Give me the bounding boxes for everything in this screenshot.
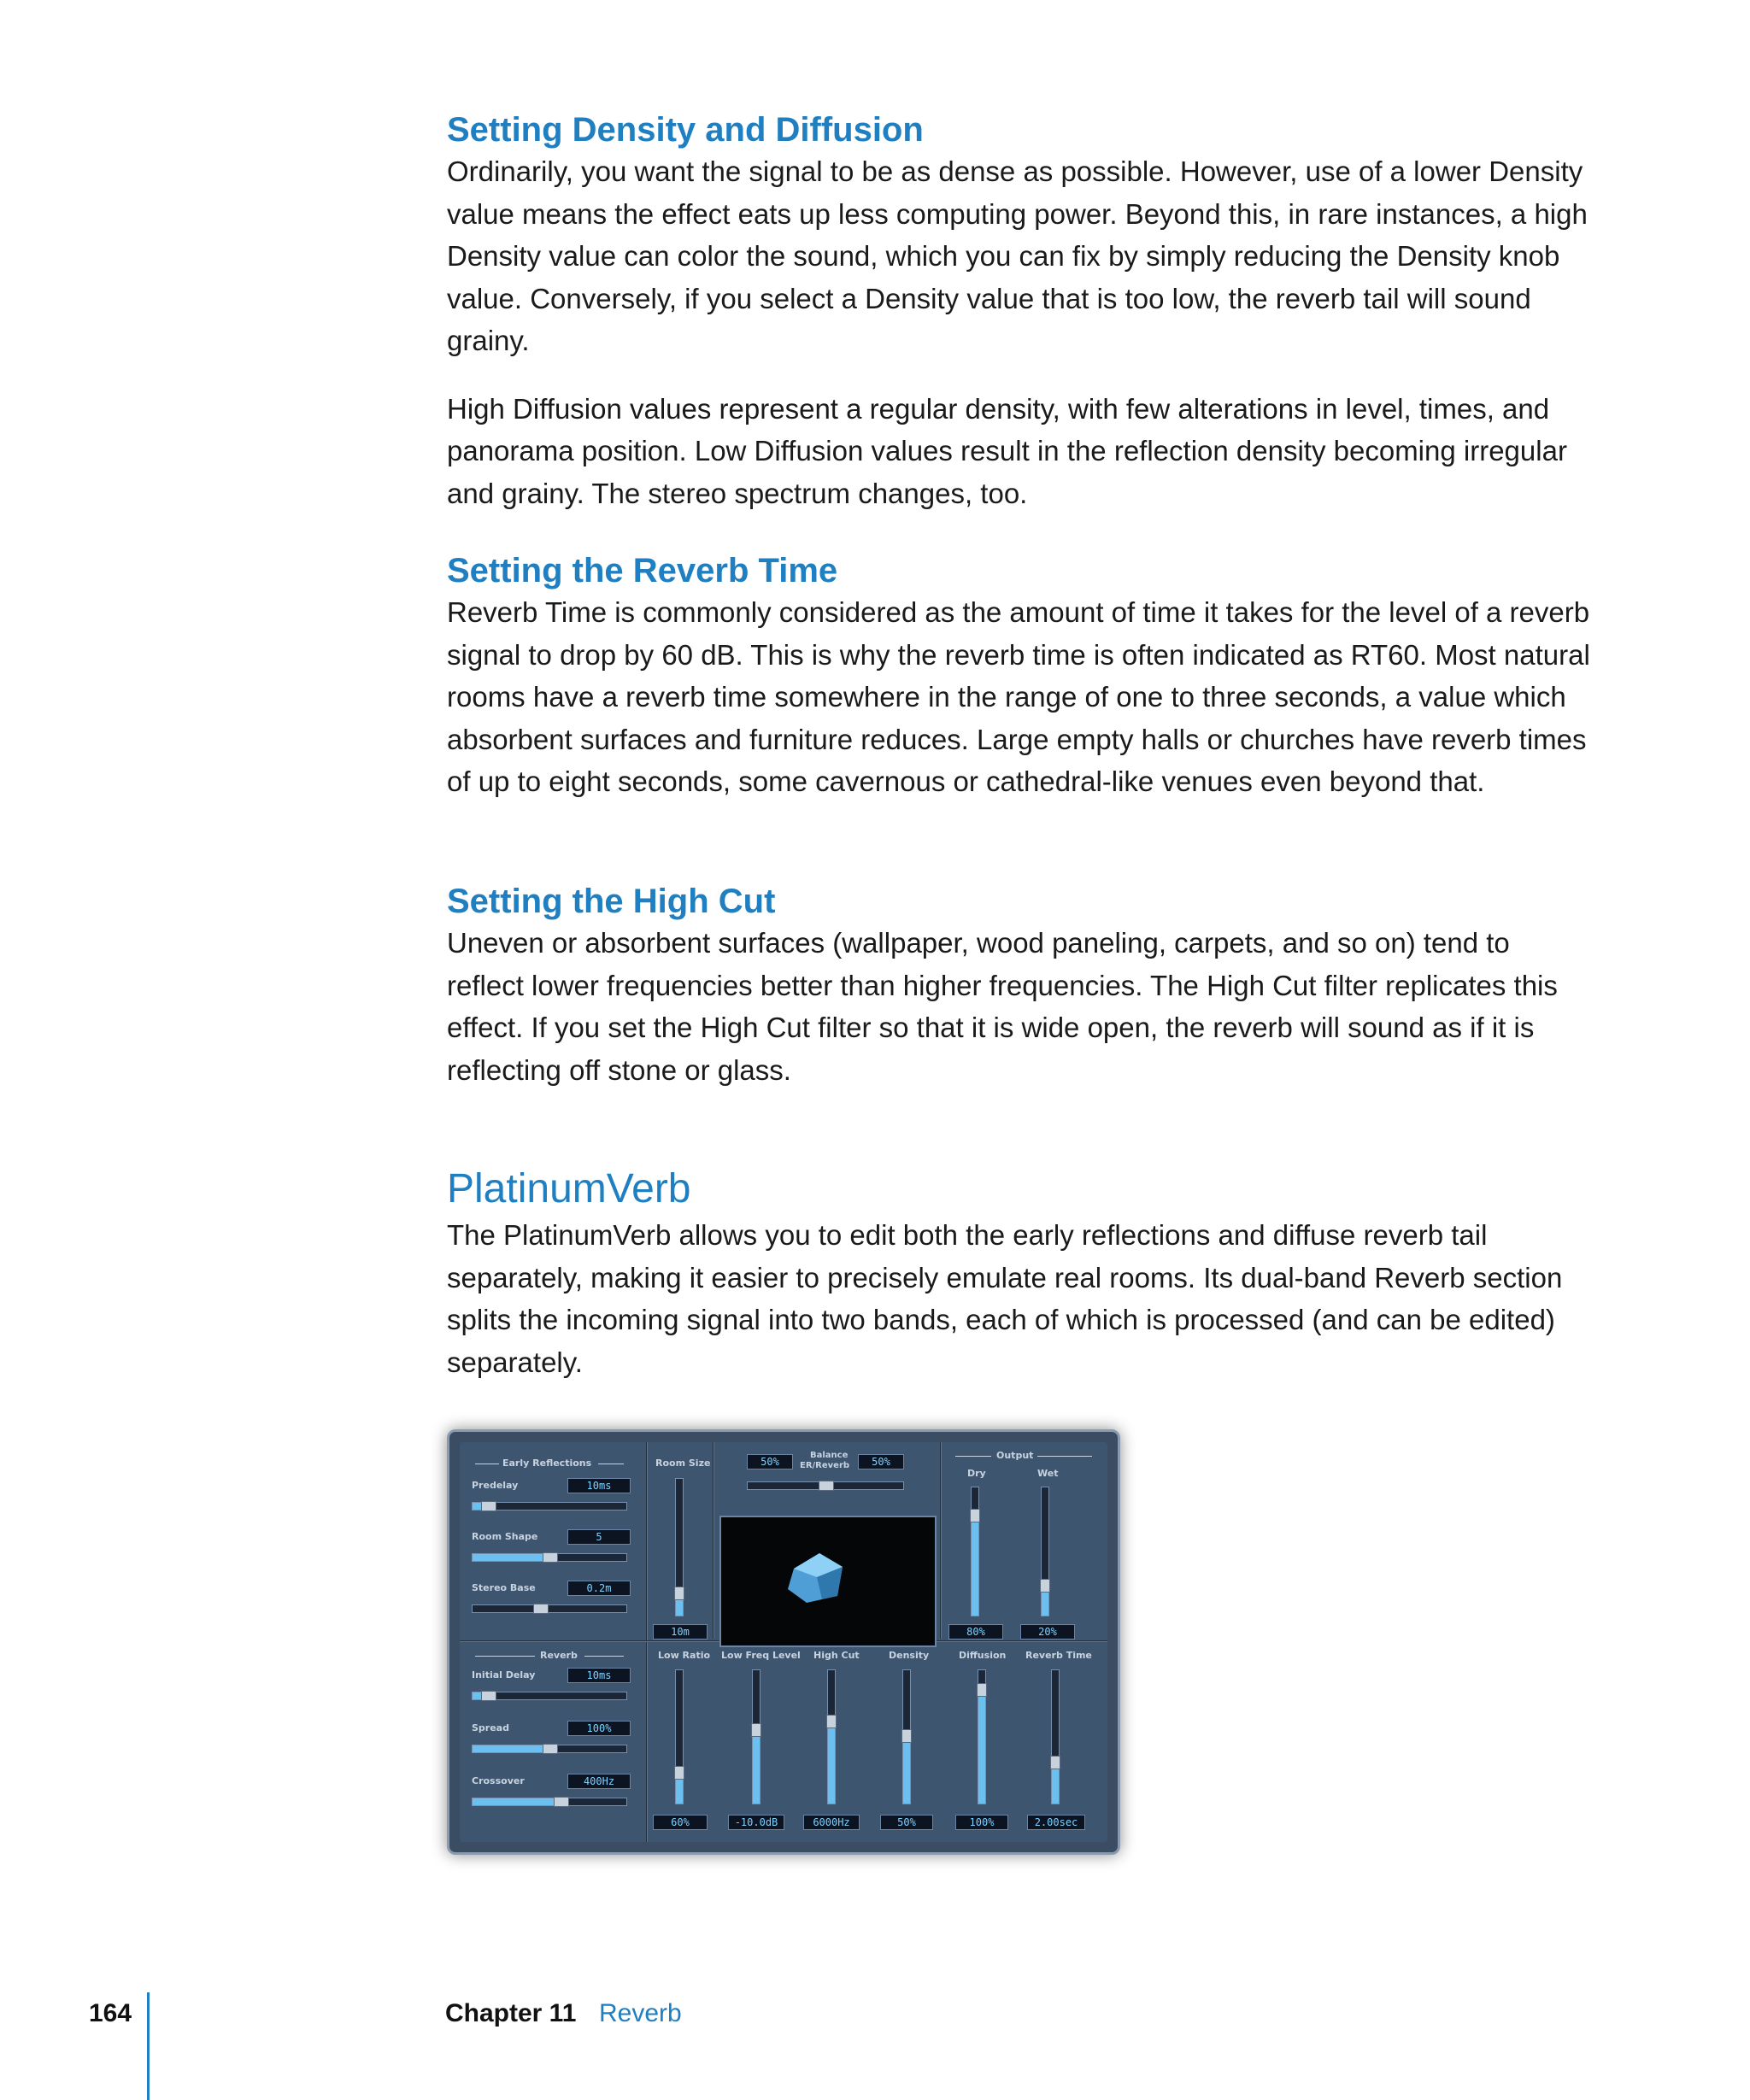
group-line xyxy=(475,1656,535,1657)
dry-slider[interactable] xyxy=(971,1487,979,1616)
reverb-time-slider[interactable] xyxy=(1051,1669,1060,1804)
density-label: Density xyxy=(889,1650,930,1661)
diffusion-value[interactable]: 100% xyxy=(955,1815,1008,1830)
divider-roomsize xyxy=(713,1442,714,1639)
balance-left-value[interactable]: 50% xyxy=(747,1454,793,1469)
heading-density-diffusion: Setting Density and Diffusion xyxy=(447,111,924,149)
plugin-body xyxy=(460,1442,1107,1842)
initial-delay-label: Initial Delay xyxy=(472,1669,536,1681)
low-freq-label: Low Freq Level xyxy=(721,1650,801,1661)
page-number: 164 xyxy=(89,1999,132,2027)
low-freq-value[interactable]: -10.0dB xyxy=(728,1815,784,1830)
slider-knob[interactable] xyxy=(819,1481,834,1491)
low-ratio-value[interactable]: 60% xyxy=(653,1815,708,1830)
spread-slider[interactable] xyxy=(472,1745,627,1753)
balance-label: Balance xyxy=(810,1451,849,1460)
slider-knob[interactable] xyxy=(543,1552,558,1563)
early-reflections-label: Early Reflections xyxy=(502,1458,592,1469)
crossover-value[interactable]: 400Hz xyxy=(567,1774,631,1789)
density-slider[interactable] xyxy=(902,1669,911,1804)
high-cut-label: High Cut xyxy=(813,1650,860,1661)
divider-output xyxy=(940,1442,942,1639)
slider-knob[interactable] xyxy=(826,1715,837,1728)
group-line xyxy=(584,1656,624,1657)
room-display xyxy=(719,1516,937,1647)
heading-high-cut: Setting the High Cut xyxy=(447,883,776,920)
diffusion-label: Diffusion xyxy=(959,1650,1007,1661)
footer-rule xyxy=(147,1992,150,2100)
reverb-time-label: Reverb Time xyxy=(1025,1650,1092,1661)
output-label: Output xyxy=(996,1450,1034,1461)
heading-reverb-time: Setting the Reverb Time xyxy=(447,552,838,590)
slider-knob[interactable] xyxy=(533,1604,549,1614)
slider-knob[interactable] xyxy=(977,1683,987,1697)
slider-knob[interactable] xyxy=(970,1509,980,1522)
room-shape-value[interactable]: 5 xyxy=(567,1529,631,1545)
dry-label: Dry xyxy=(967,1468,986,1479)
section-platinumverb xyxy=(447,1164,1592,1383)
section-density-diffusion xyxy=(447,109,1592,514)
slider-knob[interactable] xyxy=(901,1729,912,1743)
section-reverb-time xyxy=(447,550,1592,803)
wet-slider[interactable] xyxy=(1041,1487,1049,1616)
slider-knob[interactable] xyxy=(543,1744,558,1754)
paragraph-reverb-time: Reverb Time is commonly considered as the amount of time it takes for the level of a reverb signal to drop by 60 dB. This is why the reverb time is often indicated as RT60. Most natural rooms have a reverb time somewhere in the range of one to three seconds, a value which absorbent surfaces and furniture reduces. Large empty halls or churches have reverb times of up to eight seconds, some cavernous or cathedral-like venues even beyond that. xyxy=(447,596,1590,797)
slider-knob[interactable] xyxy=(674,1587,684,1600)
section-high-cut xyxy=(447,881,1592,1091)
spread-label: Spread xyxy=(472,1722,509,1733)
slider-knob[interactable] xyxy=(554,1797,569,1807)
stereo-base-label: Stereo Base xyxy=(472,1582,536,1593)
high-cut-slider[interactable] xyxy=(827,1669,836,1804)
wet-label: Wet xyxy=(1037,1468,1059,1479)
slider-knob[interactable] xyxy=(1050,1756,1060,1769)
slider-knob[interactable] xyxy=(481,1691,496,1701)
balance-slider[interactable] xyxy=(747,1481,904,1490)
predelay-value[interactable]: 10ms xyxy=(567,1478,631,1493)
room-shape-icon xyxy=(721,1517,935,1645)
paragraph-platinumverb: The PlatinumVerb allows you to edit both the early reflections and diffuse reverb tail separately, making it easier to precisely emulate real rooms. Its dual-band Reverb section splits the incoming signal into two bands, each of which is processed (and can be edited) separately. xyxy=(447,1219,1563,1378)
density-value[interactable]: 50% xyxy=(880,1815,933,1830)
stereo-base-slider[interactable] xyxy=(472,1604,627,1613)
room-shape-slider[interactable] xyxy=(472,1553,627,1562)
paragraph-high-cut: Uneven or absorbent surfaces (wallpaper, wood paneling, carpets, and so on) tend to reflect lower frequencies better than higher frequencies. The High Cut filter replicates this effect. If you set the High Cut filter so that it is wide open, the reverb will sound as if it is reflecting off stone or glass. xyxy=(447,927,1558,1086)
slider-knob[interactable] xyxy=(1040,1579,1050,1593)
spread-value[interactable]: 100% xyxy=(567,1721,631,1736)
footer-chapter-title[interactable]: Reverb xyxy=(599,1999,682,2027)
slider-knob[interactable] xyxy=(674,1766,684,1780)
high-cut-value[interactable]: 6000Hz xyxy=(803,1815,860,1830)
stereo-base-value[interactable]: 0.2m xyxy=(567,1581,631,1596)
footer-chapter: Chapter 11 xyxy=(445,1999,577,2027)
paragraph-density: Ordinarily, you want the signal to be as dense as possible. However, use of a lower Density value means the effect eats up less computing power. Beyond this, in rare instances, a high Density value can color the sound, which you can fix by simply reducing the Density knob value. Conversely, if you select a Density value that is too low, the reverb tail will sound grainy. xyxy=(447,155,1588,356)
initial-delay-slider[interactable] xyxy=(472,1692,627,1700)
platinumverb-plugin-window xyxy=(447,1429,1120,1855)
room-size-value[interactable]: 10m xyxy=(653,1624,708,1640)
low-ratio-slider[interactable] xyxy=(675,1669,684,1804)
paragraph-diffusion: High Diffusion values represent a regular density, with few alterations in level, times, and panorama position. Low Diffusion values result in the reflection density becoming irregular and grainy. The stereo spectrum changes, too. xyxy=(447,392,1567,509)
balance-sub-label: ER/Reverb xyxy=(800,1461,850,1470)
initial-delay-value[interactable]: 10ms xyxy=(567,1668,631,1683)
low-ratio-label: Low Ratio xyxy=(658,1650,711,1661)
room-size-slider[interactable] xyxy=(675,1478,684,1616)
reverb-time-value[interactable]: 2.00sec xyxy=(1027,1815,1085,1830)
diffusion-slider[interactable] xyxy=(978,1669,986,1804)
low-freq-slider[interactable] xyxy=(752,1669,760,1804)
group-line xyxy=(955,1456,991,1457)
slider-knob[interactable] xyxy=(751,1723,761,1737)
room-shape-label: Room Shape xyxy=(472,1531,538,1542)
group-line xyxy=(1037,1456,1092,1457)
dry-value[interactable]: 80% xyxy=(948,1624,1003,1640)
crossover-slider[interactable] xyxy=(472,1798,627,1806)
wet-value[interactable]: 20% xyxy=(1020,1624,1075,1640)
predelay-slider[interactable] xyxy=(472,1502,627,1510)
balance-right-value[interactable]: 50% xyxy=(858,1454,904,1469)
reverb-label: Reverb xyxy=(540,1650,578,1661)
slider-knob[interactable] xyxy=(481,1501,496,1511)
divider-er xyxy=(646,1442,648,1842)
crossover-label: Crossover xyxy=(472,1775,525,1786)
heading-platinumverb: PlatinumVerb xyxy=(447,1166,691,1211)
predelay-label: Predelay xyxy=(472,1480,519,1491)
room-size-label: Room Size xyxy=(655,1458,711,1469)
